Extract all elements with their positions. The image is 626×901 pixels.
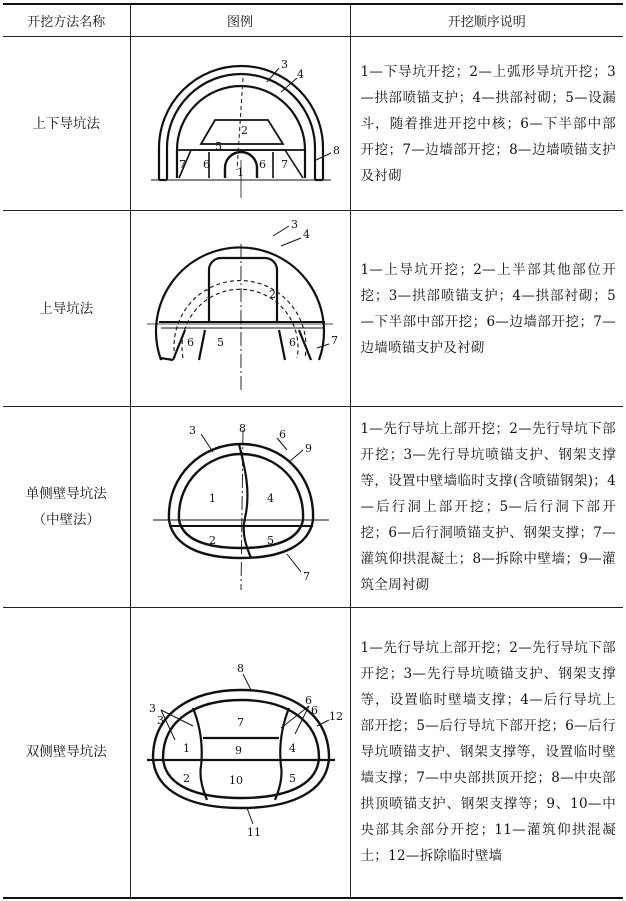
table-row — [3, 211, 623, 407]
label-2: 2 — [208, 533, 216, 547]
header-figure: 图例 — [130, 4, 350, 37]
figure-cell — [130, 407, 350, 608]
figure-cell — [130, 608, 350, 898]
label-5: 5 — [214, 139, 222, 153]
label-5: 5 — [266, 533, 274, 547]
description-cell: 1—先行导坑上部开挖；2—先行导坑下部开挖；3—先行导坑喷锚支护、钢架支撑等，设置临时壁墙支撑；4—后行导坑上部开挖；5—后行导坑下部开挖；6—后行导坑喷锚支护、钢架支撑等，设置临时壁墙支撑；7—中央部拱顶开挖；8—中央部拱顶喷锚支护、钢架支撑等；9、10—中央部其余部分开挖；11—灌筑仰拱混凝土；12—拆除临时壁墙 — [350, 608, 623, 898]
label-2: 2 — [240, 123, 248, 137]
label-4: 4 — [302, 227, 310, 241]
label-5: 5 — [216, 335, 224, 349]
header-description: 开挖顺序说明 — [350, 4, 623, 37]
description-cell: 1—上导坑开挖；2—上半部其他部位开挖；3—拱部喷锚支护；4—拱部衬砌；5—下半部中部开挖；6—边墙部开挖；7—边墙喷锚支护及衬砌 — [350, 211, 623, 407]
label-3a: 3 — [148, 702, 156, 716]
label-2: 2 — [268, 287, 276, 301]
label-9: 9 — [304, 441, 312, 455]
label-6b: 6 — [288, 335, 296, 349]
label-6a: 6 — [202, 157, 210, 171]
label-3b: 3 — [156, 714, 164, 728]
label-5: 5 — [288, 772, 296, 786]
label-3: 3 — [290, 217, 298, 231]
label-11: 11 — [246, 826, 261, 840]
label-6: 6 — [278, 427, 286, 441]
label-1: 1 — [204, 287, 212, 301]
label-8: 8 — [332, 143, 340, 157]
method-name-cell — [3, 608, 130, 898]
label-7a: 7 — [178, 157, 186, 171]
label-4: 4 — [266, 491, 274, 505]
method-name-cell — [3, 407, 130, 608]
table-header-row — [3, 4, 623, 37]
label-10: 10 — [228, 774, 243, 788]
method-name: 单侧壁导坑法 — [25, 486, 107, 502]
header-method-name: 开挖方法名称 — [3, 4, 130, 37]
label-8: 8 — [236, 662, 244, 676]
label-7b: 7 — [280, 157, 288, 171]
label-12: 12 — [328, 710, 343, 724]
table-row — [3, 608, 623, 898]
diagram-single-side-wall — [131, 408, 351, 607]
table-row — [3, 37, 623, 211]
label-8: 8 — [238, 421, 246, 435]
figure-cell — [130, 37, 350, 211]
label-6a: 6 — [304, 694, 312, 708]
label-7: 7 — [330, 333, 338, 347]
label-7: 7 — [236, 716, 244, 730]
label-3: 3 — [280, 57, 288, 71]
description-cell: 1—下导坑开挖；2—上弧形导坑开挖；3—拱部喷锚支护；4—拱部衬砌；5—设漏斗，随着推进开挖中核；6—下半部中部开挖；7—边墙部开挖；8—边墙喷锚支护及衬砌 — [350, 37, 623, 211]
label-1: 1 — [208, 491, 216, 505]
method-name: 上导坑法 — [39, 300, 94, 317]
label-1: 1 — [182, 742, 190, 756]
method-name-cell — [3, 211, 130, 407]
table-row — [3, 407, 623, 608]
label-6b: 6 — [310, 704, 318, 718]
label-3: 3 — [188, 423, 196, 437]
label-9: 9 — [234, 744, 242, 758]
diagram-double-side-wall — [131, 608, 351, 896]
diagram-upper-lower-heading — [131, 38, 351, 210]
label-7: 7 — [302, 569, 310, 583]
label-6b: 6 — [258, 157, 266, 171]
description-cell: 1—先行导坑上部开挖；2—先行导坑下部开挖；3—先行导坑喷锚支护、钢架支撑等，设置中壁墙临时支撑(含喷锚钢架)；4—后行洞上部开挖；5—后行洞下部开挖；6—后行洞喷锚支护、钢架支撑；7—灌筑仰拱混凝土；8—拆除中壁墙；9—灌筑全周衬砌 — [350, 407, 623, 608]
label-2: 2 — [182, 772, 190, 786]
method-name-cell — [3, 37, 130, 211]
label-6a: 6 — [186, 335, 194, 349]
label-1: 1 — [236, 165, 244, 179]
method-note: （中壁法） — [32, 512, 100, 528]
figure-cell — [130, 211, 350, 407]
label-4: 4 — [296, 67, 304, 81]
diagram-upper-heading — [131, 212, 351, 406]
method-name: 上下导坑法 — [32, 115, 100, 132]
method-name: 双侧壁导坑法 — [25, 744, 107, 761]
label-4: 4 — [288, 742, 296, 756]
excavation-methods-table — [3, 3, 623, 899]
